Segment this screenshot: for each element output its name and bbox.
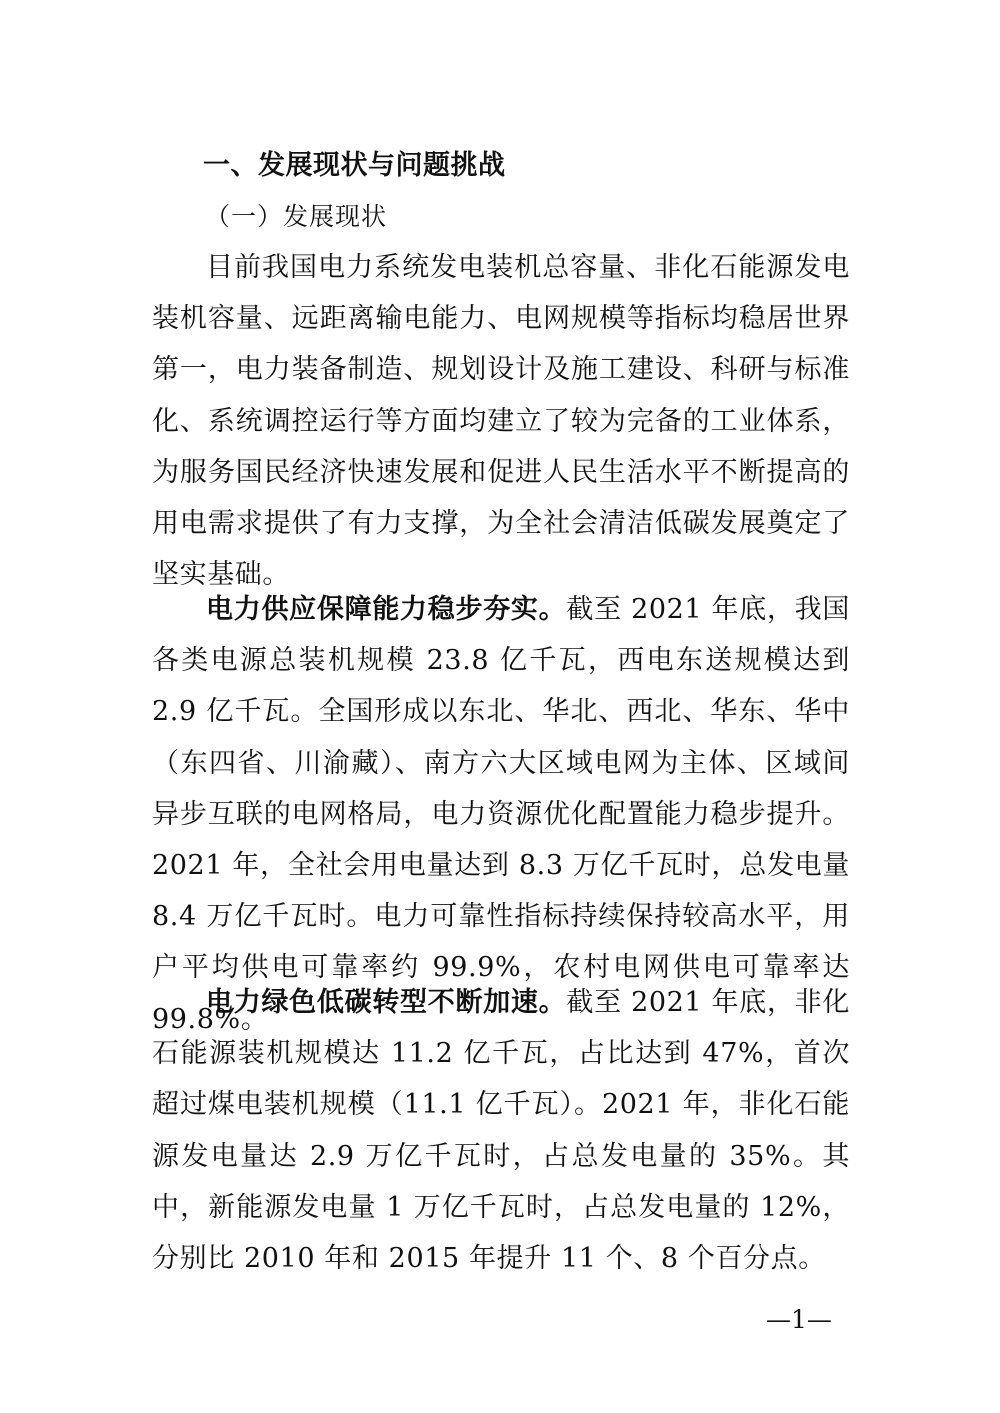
paragraph-lead: 电力供应保障能力稳步夯实。 xyxy=(206,594,567,625)
section-heading: 一、发展现状与问题挑战 xyxy=(203,150,506,181)
paragraph-body: 截至 2021 年底，我国各类电源总装机规模 23.8 亿千瓦，西电东送规模达到 2.9 亿千瓦。全国形成以东北、华北、西北、华东、华中（东四省、川渝藏）、南方六大区域电网为主体、区域间异步互联的电网格局，电力资源优化配置能力稳步提升。2021 年，全社会用电量达到 8.3 万亿千瓦时，总发电量 8.4 万亿千瓦时。电力可靠性指标持续保持较高水平，用户平均供电可靠率约 99.9%，农村电网供电可靠率达 99.8%。 xyxy=(152,594,850,1035)
paragraph-overview xyxy=(152,242,850,600)
page-number: —1— xyxy=(766,1305,832,1334)
paragraph-body: 截至 2021 年底，非化石能源装机规模达 11.2 亿千瓦，占比达到 47%，首次超过煤电装机规模（11.1 亿千瓦）。2021 年，非化石能源发电量达 2.9 万亿千瓦时，占总发电量的 35%。其中，新能源发电量 1 万亿千瓦时，占总发电量的 12%，分别比 2010 年和 2015 年提升 11 个、8 个百分点。 xyxy=(152,987,850,1275)
paragraph-lead: 电力绿色低碳转型不断加速。 xyxy=(206,987,567,1018)
paragraph-power-supply xyxy=(152,584,850,1045)
paragraph-green-transition xyxy=(152,977,850,1284)
subsection-heading: （一）发展现状 xyxy=(205,202,388,231)
paragraph-body: 目前我国电力系统发电装机总容量、非化石能源发电装机容量、远距离输电能力、电网规模等指标均稳居世界第一，电力装备制造、规划设计及施工建设、科研与标准化、系统调控运行等方面均建立了较为完备的工业体系，为服务国民经济快速发展和促进人民生活水平不断提高的用电需求提供了有力支撑，为全社会清洁低碳发展奠定了坚实基础。 xyxy=(152,252,850,591)
